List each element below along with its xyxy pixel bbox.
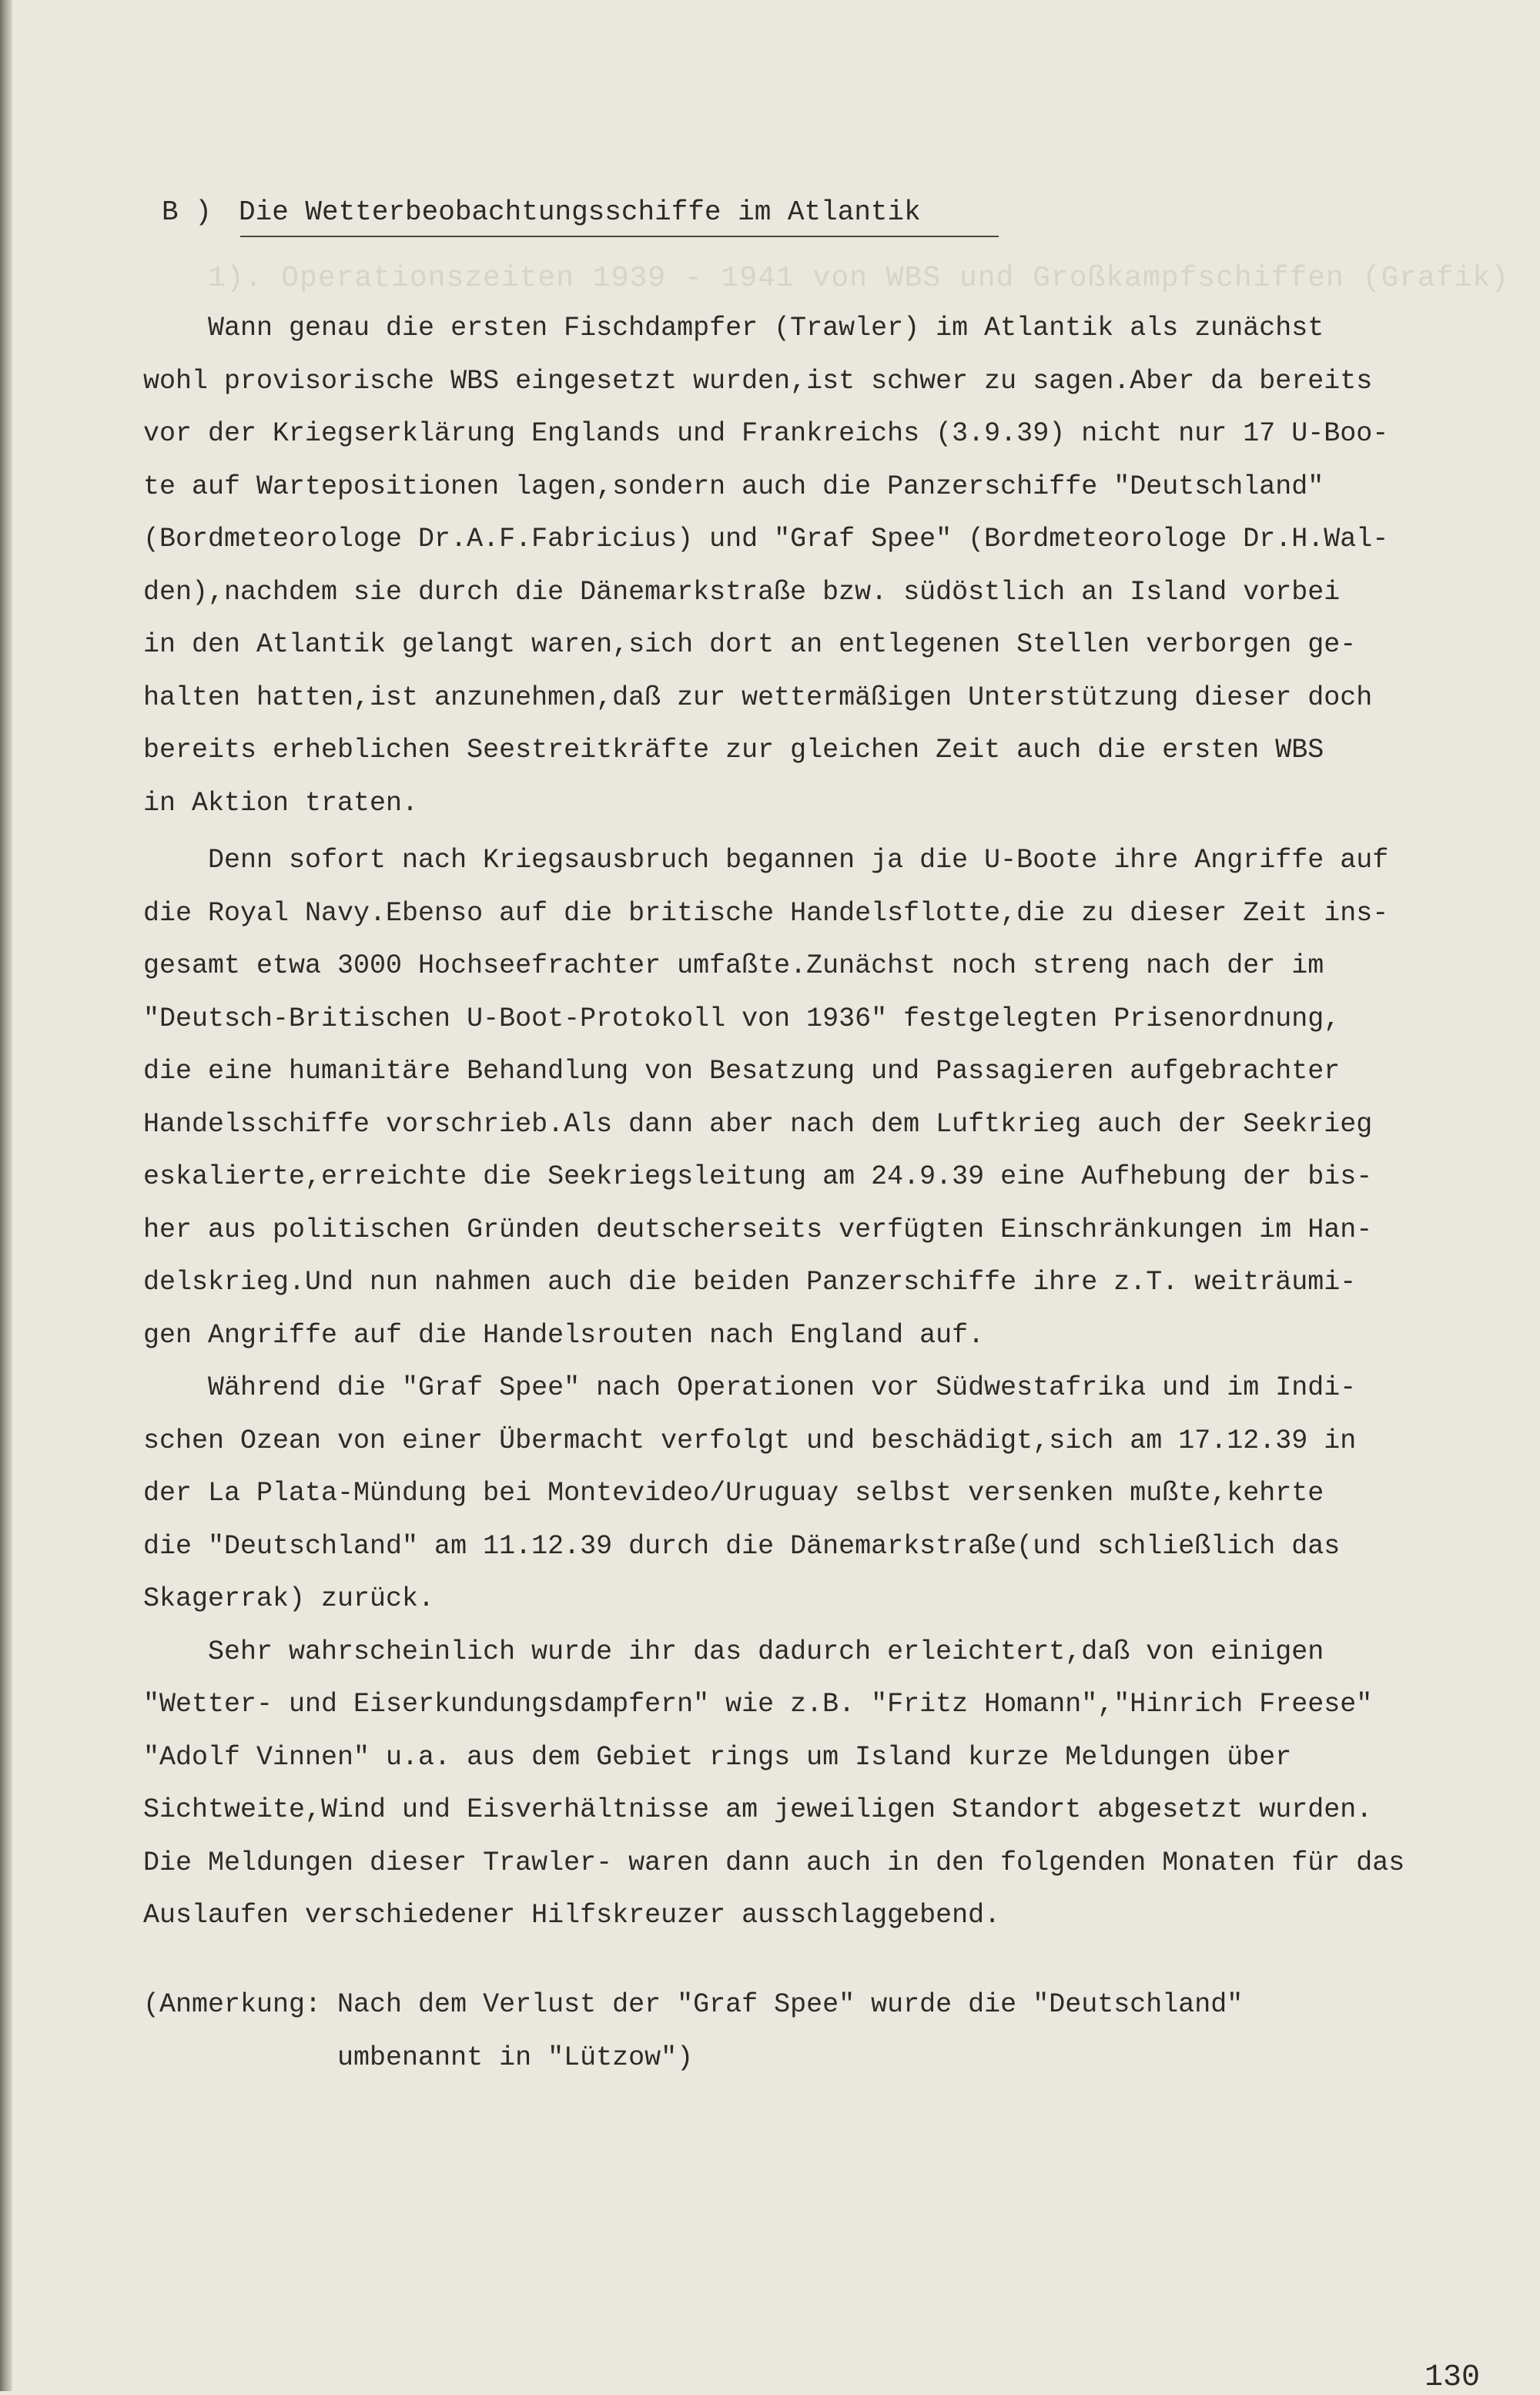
text-line: der La Plata-Mündung bei Montevideo/Uruguay selbst versenken mußte,kehrte xyxy=(143,1478,1324,1509)
section-heading xyxy=(162,196,921,228)
text-line: gesamt etwa 3000 Hochseefrachter umfaßte.Zunächst noch streng nach der im xyxy=(143,950,1324,981)
text-line: her aus politischen Gründen deutscherseits verfügten Einschränkungen im Han- xyxy=(143,1214,1373,1245)
heading-underline xyxy=(240,236,999,237)
text-line: schen Ozean von einer Übermacht verfolgt und beschädigt,sich am 17.12.39 in xyxy=(143,1425,1357,1456)
text-line: gen Angriffe auf die Handelsrouten nach England auf. xyxy=(143,1319,985,1351)
paragraph-2 xyxy=(143,834,1498,1362)
text-line: die eine humanitäre Behandlung von Besatzung und Passagieren aufgebrachter xyxy=(143,1056,1341,1087)
text-line: wohl provisorische WBS eingesetzt wurden,ist schwer zu sagen.Aber da bereits xyxy=(143,365,1373,397)
text-line: in den Atlantik gelangt waren,sich dort an entlegenen Stellen verborgen ge- xyxy=(143,629,1357,660)
text-line: Während die "Graf Spee" nach Operationen vor Südwestafrika und im Indi- xyxy=(143,1372,1357,1403)
body-text xyxy=(143,302,1498,1942)
text-line: Auslaufen verschiedener Hilfskreuzer ausschlaggebend. xyxy=(143,1900,1001,1931)
text-line: (Bordmeteorologe Dr.A.F.Fabricius) und "Graf Spee" (Bordmeteorologe Dr.H.Wal- xyxy=(143,524,1389,554)
text-line: "Adolf Vinnen" u.a. aus dem Gebiet rings um Island kurze Meldungen über xyxy=(143,1741,1292,1773)
text-line: die Royal Navy.Ebenso auf die britische Handelsflotte,die zu dieser Zeit ins- xyxy=(143,897,1389,929)
text-line: halten hatten,ist anzunehmen,daß zur wettermäßigen Unterstützung dieser doch xyxy=(143,682,1373,713)
page-number: 130 xyxy=(1424,2360,1481,2395)
paragraph-1 xyxy=(143,302,1498,829)
text-line: eskalierte,erreichte die Seekriegsleitung am 24.9.39 eine Aufhebung der bis- xyxy=(143,1161,1373,1192)
text-line: in Aktion traten. xyxy=(143,787,419,819)
page-binding-edge xyxy=(0,0,12,2391)
section-marker: B ) xyxy=(162,196,212,228)
footnote-line: (Anmerkung: Nach dem Verlust der "Graf Spee" wurde die "Deutschland" xyxy=(143,1989,1244,2020)
show-through-text: 1). Operationszeiten 1939 - 1941 von WBS und Großkampfschiffen (Grafik) xyxy=(208,262,1510,295)
footnote-line: umbenannt in "Lützow") xyxy=(143,2042,694,2073)
paragraph-4 xyxy=(143,1626,1498,1942)
text-line: Wann genau die ersten Fischdampfer (Trawler) im Atlantik als zunächst xyxy=(143,313,1324,343)
paragraph-3 xyxy=(143,1362,1498,1626)
text-line: Denn sofort nach Kriegsausbruch begannen ja die U-Boote ihre Angriffe auf xyxy=(143,845,1389,876)
footnote xyxy=(143,1979,1243,2085)
text-line: die "Deutschland" am 11.12.39 durch die Dänemarkstraße(und schließlich das xyxy=(143,1530,1341,1562)
text-line: vor der Kriegserklärung Englands und Frankreichs (3.9.39) nicht nur 17 U-Boo- xyxy=(143,418,1389,449)
text-line: "Deutsch-Britischen U-Boot-Protokoll von 1936" festgelegten Prisenordnung, xyxy=(143,1003,1341,1034)
text-line: Sichtweite,Wind und Eisverhältnisse am jeweiligen Standort abgesetzt wurden. xyxy=(143,1794,1373,1825)
text-line: bereits erheblichen Seestreitkräfte zur gleichen Zeit auch die ersten WBS xyxy=(143,735,1324,765)
text-line: Skagerrak) zurück. xyxy=(143,1583,435,1614)
text-line: den),nachdem sie durch die Dänemarkstraße bzw. südöstlich an Island vorbei xyxy=(143,576,1341,608)
section-title: Die Wetterbeobachtungsschiffe im Atlantik xyxy=(239,196,921,228)
text-line: te auf Wartepositionen lagen,sondern auch die Panzerschiffe "Deutschland" xyxy=(143,471,1324,502)
text-line: "Wetter- und Eiserkundungsdampfern" wie z.B. "Fritz Homann","Hinrich Freese" xyxy=(143,1689,1373,1720)
text-line: Sehr wahrscheinlich wurde ihr das dadurch erleichtert,daß von einigen xyxy=(143,1636,1324,1667)
text-line: delskrieg.Und nun nahmen auch die beiden Panzerschiffe ihre z.T. weiträumi- xyxy=(143,1267,1357,1298)
text-line: Handelsschiffe vorschrieb.Als dann aber nach dem Luftkrieg auch der Seekrieg xyxy=(143,1108,1373,1140)
text-line: Die Meldungen dieser Trawler- waren dann auch in den folgenden Monaten für das xyxy=(143,1847,1405,1878)
